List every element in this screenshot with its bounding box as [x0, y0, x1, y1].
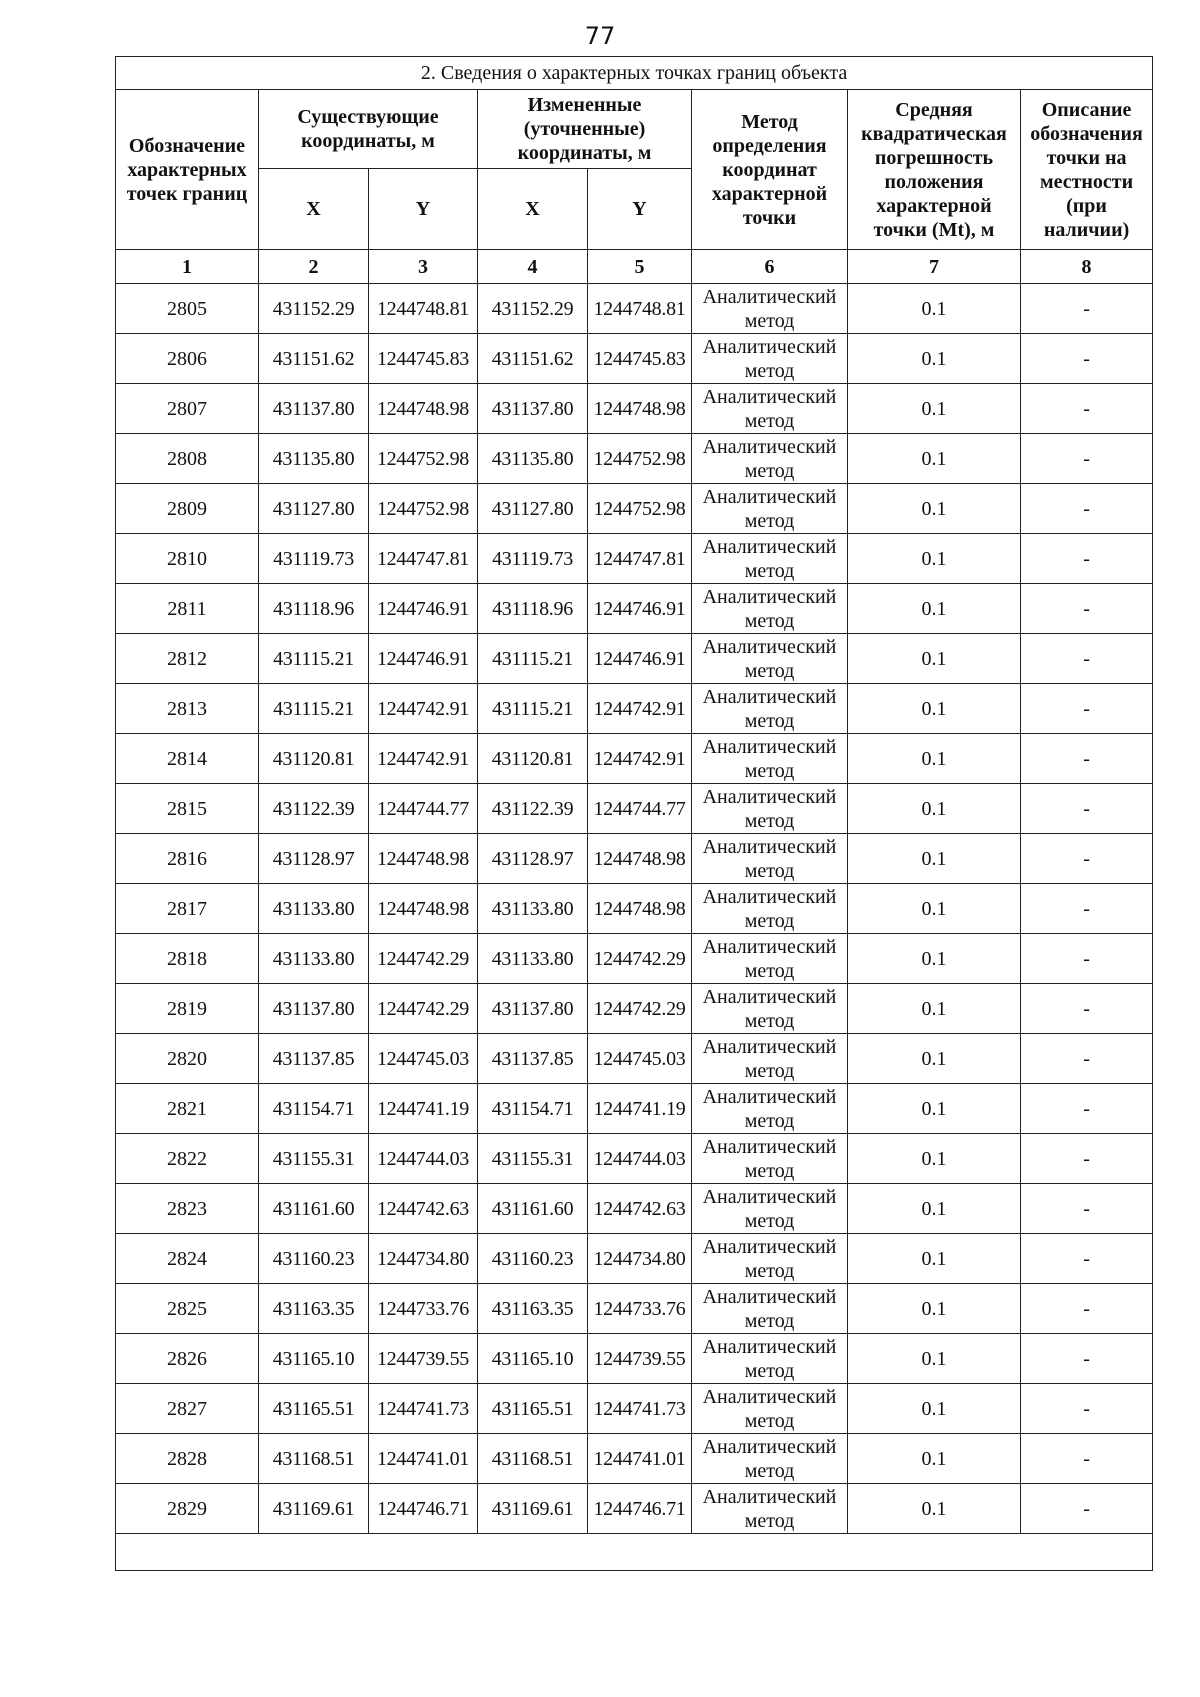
changed-x-cell: 431154.71: [478, 1084, 588, 1134]
changed-y-cell: 1244739.55: [588, 1334, 692, 1384]
changed-y-cell: 1244744.03: [588, 1134, 692, 1184]
method-cell: Аналитический метод: [692, 384, 848, 434]
column-number: 2: [259, 250, 369, 284]
table-row: [116, 384, 1153, 434]
boundary-points-table: [115, 56, 1153, 1571]
changed-y-cell: 1244741.01: [588, 1434, 692, 1484]
changed-y-cell: 1244742.29: [588, 934, 692, 984]
method-cell: Аналитический метод: [692, 1434, 848, 1484]
existing-x-cell: 431161.60: [259, 1184, 369, 1234]
existing-y-cell: 1244748.81: [369, 284, 478, 334]
existing-x-cell: 431165.10: [259, 1334, 369, 1384]
existing-x-cell: 431152.29: [259, 284, 369, 334]
changed-x-cell: 431133.80: [478, 884, 588, 934]
column-number: 7: [848, 250, 1021, 284]
empty-cell: [116, 1534, 1153, 1571]
description-cell: -: [1021, 284, 1153, 334]
description-cell: -: [1021, 1134, 1153, 1184]
method-cell: Аналитический метод: [692, 1234, 848, 1284]
changed-x-cell: 431115.21: [478, 634, 588, 684]
changed-y-cell: 1244742.29: [588, 984, 692, 1034]
changed-x-cell: 431119.73: [478, 534, 588, 584]
header-description: Описание обозначения точки на местности (при наличии): [1021, 90, 1153, 250]
error-cell: 0.1: [848, 1384, 1021, 1434]
page-number: 77: [584, 22, 616, 50]
existing-y-cell: 1244748.98: [369, 884, 478, 934]
point-id-cell: 2822: [116, 1134, 259, 1184]
error-cell: 0.1: [848, 1334, 1021, 1384]
point-id-cell: 2829: [116, 1484, 259, 1534]
changed-x-cell: 431165.10: [478, 1334, 588, 1384]
changed-x-cell: 431168.51: [478, 1434, 588, 1484]
description-cell: -: [1021, 934, 1153, 984]
point-id-cell: 2818: [116, 934, 259, 984]
changed-y-cell: 1244748.98: [588, 834, 692, 884]
error-cell: 0.1: [848, 1184, 1021, 1234]
error-cell: 0.1: [848, 784, 1021, 834]
changed-x-cell: 431120.81: [478, 734, 588, 784]
method-cell: Аналитический метод: [692, 1334, 848, 1384]
table-row: [116, 334, 1153, 384]
table-row: [116, 934, 1153, 984]
existing-y-cell: 1244746.91: [369, 584, 478, 634]
existing-y-cell: 1244742.91: [369, 734, 478, 784]
changed-x-cell: 431137.80: [478, 384, 588, 434]
description-cell: -: [1021, 434, 1153, 484]
changed-x-cell: 431155.31: [478, 1134, 588, 1184]
description-cell: -: [1021, 1384, 1153, 1434]
changed-x-cell: 431133.80: [478, 934, 588, 984]
method-cell: Аналитический метод: [692, 1084, 848, 1134]
method-cell: Аналитический метод: [692, 1184, 848, 1234]
point-id-cell: 2811: [116, 584, 259, 634]
existing-x-cell: 431137.85: [259, 1034, 369, 1084]
description-cell: -: [1021, 984, 1153, 1034]
section-title: 2. Сведения о характерных точках границ объекта: [116, 57, 1153, 90]
description-cell: -: [1021, 884, 1153, 934]
point-id-cell: 2815: [116, 784, 259, 834]
existing-x-cell: 431133.80: [259, 934, 369, 984]
error-cell: 0.1: [848, 634, 1021, 684]
table-row: [116, 484, 1153, 534]
existing-x-cell: 431119.73: [259, 534, 369, 584]
method-cell: Аналитический метод: [692, 684, 848, 734]
table-row: [116, 684, 1153, 734]
description-cell: -: [1021, 1284, 1153, 1334]
changed-y-cell: 1244741.73: [588, 1384, 692, 1434]
changed-y-cell: 1244752.98: [588, 484, 692, 534]
changed-y-cell: 1244742.91: [588, 684, 692, 734]
method-cell: Аналитический метод: [692, 984, 848, 1034]
point-id-cell: 2810: [116, 534, 259, 584]
method-cell: Аналитический метод: [692, 634, 848, 684]
existing-y-cell: 1244746.91: [369, 634, 478, 684]
error-cell: 0.1: [848, 384, 1021, 434]
error-cell: 0.1: [848, 934, 1021, 984]
table-row: [116, 1284, 1153, 1334]
table-row: [116, 834, 1153, 884]
changed-y-cell: 1244752.98: [588, 434, 692, 484]
header-changed-y: Y: [588, 169, 692, 250]
error-cell: 0.1: [848, 434, 1021, 484]
description-cell: -: [1021, 1234, 1153, 1284]
point-id-cell: 2819: [116, 984, 259, 1034]
point-id-cell: 2806: [116, 334, 259, 384]
existing-y-cell: 1244744.03: [369, 1134, 478, 1184]
error-cell: 0.1: [848, 834, 1021, 884]
point-id-cell: 2820: [116, 1034, 259, 1084]
changed-x-cell: 431151.62: [478, 334, 588, 384]
method-cell: Аналитический метод: [692, 1034, 848, 1084]
table-row: [116, 1434, 1153, 1484]
header-error: Средняя квадратическая погрешность положения характерной точки (Mt), м: [848, 90, 1021, 250]
description-cell: -: [1021, 834, 1153, 884]
error-cell: 0.1: [848, 284, 1021, 334]
empty-row: [116, 1534, 1153, 1571]
header-changed-x: X: [478, 169, 588, 250]
changed-x-cell: 431165.51: [478, 1384, 588, 1434]
column-number: 6: [692, 250, 848, 284]
table-row: [116, 1384, 1153, 1434]
changed-y-cell: 1244748.98: [588, 384, 692, 434]
point-id-cell: 2813: [116, 684, 259, 734]
existing-x-cell: 431155.31: [259, 1134, 369, 1184]
changed-y-cell: 1244746.91: [588, 634, 692, 684]
changed-x-cell: 431122.39: [478, 784, 588, 834]
error-cell: 0.1: [848, 684, 1021, 734]
changed-x-cell: 431152.29: [478, 284, 588, 334]
error-cell: 0.1: [848, 1034, 1021, 1084]
changed-y-cell: 1244742.91: [588, 734, 692, 784]
changed-y-cell: 1244734.80: [588, 1234, 692, 1284]
changed-y-cell: 1244745.83: [588, 334, 692, 384]
point-id-cell: 2814: [116, 734, 259, 784]
changed-y-cell: 1244733.76: [588, 1284, 692, 1334]
existing-y-cell: 1244752.98: [369, 434, 478, 484]
header-existing-y: Y: [369, 169, 478, 250]
description-cell: -: [1021, 1034, 1153, 1084]
changed-x-cell: 431127.80: [478, 484, 588, 534]
method-cell: Аналитический метод: [692, 584, 848, 634]
method-cell: Аналитический метод: [692, 434, 848, 484]
point-id-cell: 2812: [116, 634, 259, 684]
existing-y-cell: 1244733.76: [369, 1284, 478, 1334]
existing-y-cell: 1244734.80: [369, 1234, 478, 1284]
changed-y-cell: 1244742.63: [588, 1184, 692, 1234]
point-id-cell: 2823: [116, 1184, 259, 1234]
existing-y-cell: 1244744.77: [369, 784, 478, 834]
changed-y-cell: 1244747.81: [588, 534, 692, 584]
existing-y-cell: 1244748.98: [369, 834, 478, 884]
description-cell: -: [1021, 1484, 1153, 1534]
table-row: [116, 1234, 1153, 1284]
existing-x-cell: 431160.23: [259, 1234, 369, 1284]
existing-y-cell: 1244745.03: [369, 1034, 478, 1084]
description-cell: -: [1021, 334, 1153, 384]
existing-x-cell: 431154.71: [259, 1084, 369, 1134]
error-cell: 0.1: [848, 534, 1021, 584]
table-row: [116, 1184, 1153, 1234]
changed-y-cell: 1244746.71: [588, 1484, 692, 1534]
table-row: [116, 434, 1153, 484]
existing-x-cell: 431135.80: [259, 434, 369, 484]
point-id-cell: 2828: [116, 1434, 259, 1484]
column-number: 1: [116, 250, 259, 284]
column-number: 4: [478, 250, 588, 284]
description-cell: -: [1021, 784, 1153, 834]
existing-y-cell: 1244748.98: [369, 384, 478, 434]
error-cell: 0.1: [848, 1084, 1021, 1134]
error-cell: 0.1: [848, 884, 1021, 934]
header-point: Обозначение характерных точек границ: [116, 90, 259, 250]
existing-x-cell: 431133.80: [259, 884, 369, 934]
description-cell: -: [1021, 1434, 1153, 1484]
method-cell: Аналитический метод: [692, 284, 848, 334]
changed-y-cell: 1244748.98: [588, 884, 692, 934]
existing-x-cell: 431151.62: [259, 334, 369, 384]
description-cell: -: [1021, 1084, 1153, 1134]
header-existing-coordinates: Существующие координаты, м: [259, 90, 478, 169]
description-cell: -: [1021, 534, 1153, 584]
existing-y-cell: 1244742.29: [369, 984, 478, 1034]
method-cell: Аналитический метод: [692, 334, 848, 384]
existing-x-cell: 431165.51: [259, 1384, 369, 1434]
method-cell: Аналитический метод: [692, 1284, 848, 1334]
point-id-cell: 2808: [116, 434, 259, 484]
method-cell: Аналитический метод: [692, 484, 848, 534]
changed-x-cell: 431161.60: [478, 1184, 588, 1234]
point-id-cell: 2825: [116, 1284, 259, 1334]
error-cell: 0.1: [848, 484, 1021, 534]
existing-y-cell: 1244739.55: [369, 1334, 478, 1384]
table-row: [116, 634, 1153, 684]
error-cell: 0.1: [848, 1234, 1021, 1284]
method-cell: Аналитический метод: [692, 734, 848, 784]
error-cell: 0.1: [848, 334, 1021, 384]
changed-y-cell: 1244748.81: [588, 284, 692, 334]
description-cell: -: [1021, 1334, 1153, 1384]
changed-x-cell: 431128.97: [478, 834, 588, 884]
existing-x-cell: 431163.35: [259, 1284, 369, 1334]
existing-x-cell: 431122.39: [259, 784, 369, 834]
description-cell: -: [1021, 734, 1153, 784]
table-row: [116, 284, 1153, 334]
changed-y-cell: 1244746.91: [588, 584, 692, 634]
table-row: [116, 1034, 1153, 1084]
column-number: 8: [1021, 250, 1153, 284]
existing-x-cell: 431120.81: [259, 734, 369, 784]
error-cell: 0.1: [848, 584, 1021, 634]
header-existing-x: X: [259, 169, 369, 250]
point-id-cell: 2827: [116, 1384, 259, 1434]
table-row: [116, 534, 1153, 584]
existing-y-cell: 1244747.81: [369, 534, 478, 584]
error-cell: 0.1: [848, 734, 1021, 784]
method-cell: Аналитический метод: [692, 884, 848, 934]
changed-x-cell: 431160.23: [478, 1234, 588, 1284]
existing-x-cell: 431115.21: [259, 634, 369, 684]
description-cell: -: [1021, 684, 1153, 734]
existing-x-cell: 431128.97: [259, 834, 369, 884]
changed-x-cell: 431163.35: [478, 1284, 588, 1334]
header-changed-coordinates: Измененные (уточненные) координаты, м: [478, 90, 692, 169]
existing-y-cell: 1244742.63: [369, 1184, 478, 1234]
point-id-cell: 2805: [116, 284, 259, 334]
description-cell: -: [1021, 1184, 1153, 1234]
existing-y-cell: 1244746.71: [369, 1484, 478, 1534]
method-cell: Аналитический метод: [692, 934, 848, 984]
existing-x-cell: 431169.61: [259, 1484, 369, 1534]
table-row: [116, 784, 1153, 834]
changed-y-cell: 1244745.03: [588, 1034, 692, 1084]
column-numbers-row: [116, 250, 1153, 284]
error-cell: 0.1: [848, 1134, 1021, 1184]
existing-x-cell: 431127.80: [259, 484, 369, 534]
error-cell: 0.1: [848, 1434, 1021, 1484]
column-number: 5: [588, 250, 692, 284]
column-number: 3: [369, 250, 478, 284]
error-cell: 0.1: [848, 984, 1021, 1034]
point-id-cell: 2817: [116, 884, 259, 934]
method-cell: Аналитический метод: [692, 784, 848, 834]
existing-y-cell: 1244742.29: [369, 934, 478, 984]
changed-x-cell: 431115.21: [478, 684, 588, 734]
table-row: [116, 1084, 1153, 1134]
existing-x-cell: 431137.80: [259, 384, 369, 434]
changed-x-cell: 431137.85: [478, 1034, 588, 1084]
method-cell: Аналитический метод: [692, 1384, 848, 1434]
point-id-cell: 2821: [116, 1084, 259, 1134]
existing-y-cell: 1244741.01: [369, 1434, 478, 1484]
existing-y-cell: 1244745.83: [369, 334, 478, 384]
changed-x-cell: 431169.61: [478, 1484, 588, 1534]
table-row: [116, 1334, 1153, 1384]
existing-y-cell: 1244742.91: [369, 684, 478, 734]
table-row: [116, 584, 1153, 634]
error-cell: 0.1: [848, 1484, 1021, 1534]
table-row: [116, 734, 1153, 784]
description-cell: -: [1021, 484, 1153, 534]
existing-x-cell: 431168.51: [259, 1434, 369, 1484]
point-id-cell: 2809: [116, 484, 259, 534]
changed-y-cell: 1244744.77: [588, 784, 692, 834]
existing-x-cell: 431115.21: [259, 684, 369, 734]
point-id-cell: 2826: [116, 1334, 259, 1384]
header-method: Метод определения координат характерной точки: [692, 90, 848, 250]
method-cell: Аналитический метод: [692, 534, 848, 584]
table-row: [116, 1484, 1153, 1534]
existing-y-cell: 1244741.19: [369, 1084, 478, 1134]
changed-x-cell: 431137.80: [478, 984, 588, 1034]
point-id-cell: 2824: [116, 1234, 259, 1284]
changed-x-cell: 431118.96: [478, 584, 588, 634]
method-cell: Аналитический метод: [692, 1484, 848, 1534]
table-row: [116, 1134, 1153, 1184]
description-cell: -: [1021, 384, 1153, 434]
error-cell: 0.1: [848, 1284, 1021, 1334]
existing-y-cell: 1244752.98: [369, 484, 478, 534]
description-cell: -: [1021, 634, 1153, 684]
existing-y-cell: 1244741.73: [369, 1384, 478, 1434]
method-cell: Аналитический метод: [692, 1134, 848, 1184]
existing-x-cell: 431118.96: [259, 584, 369, 634]
table-row: [116, 984, 1153, 1034]
method-cell: Аналитический метод: [692, 834, 848, 884]
point-id-cell: 2807: [116, 384, 259, 434]
description-cell: -: [1021, 584, 1153, 634]
existing-x-cell: 431137.80: [259, 984, 369, 1034]
point-id-cell: 2816: [116, 834, 259, 884]
table-row: [116, 884, 1153, 934]
changed-x-cell: 431135.80: [478, 434, 588, 484]
changed-y-cell: 1244741.19: [588, 1084, 692, 1134]
